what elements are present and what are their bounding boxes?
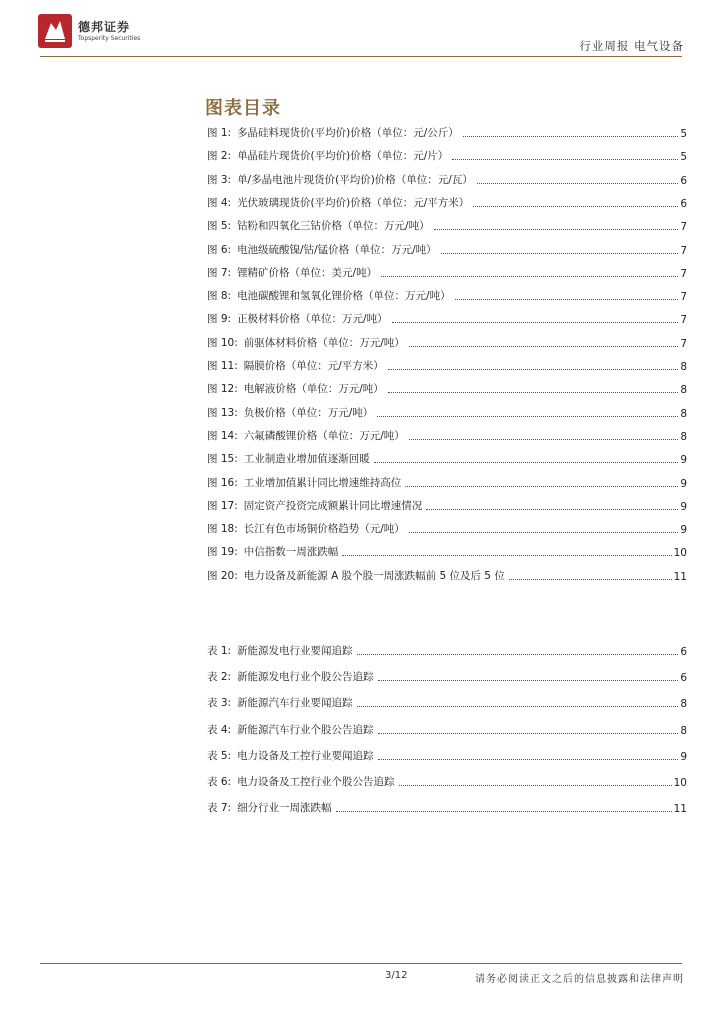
table-label: 表 1:	[207, 645, 232, 657]
figure-page-number: 8	[680, 384, 687, 397]
dot-leader	[374, 461, 679, 463]
dot-leader	[463, 135, 679, 137]
dot-leader	[473, 205, 678, 207]
figure-page-number: 7	[680, 267, 687, 280]
dot-leader	[381, 275, 678, 277]
dot-leader	[377, 415, 678, 417]
table-label: 表 6:	[207, 776, 232, 788]
report-type: 行业周报 电气设备	[579, 39, 684, 53]
figure-label: 图 5:	[207, 220, 232, 233]
table-page-number: 10	[673, 777, 687, 789]
table-title: 新能源发电行业个股公告追踪	[237, 671, 374, 684]
figure-page-number: 7	[680, 337, 687, 350]
figure-page-number: 9	[680, 454, 687, 467]
dot-leader	[434, 228, 679, 230]
table-page-number: 8	[680, 698, 687, 711]
table-entry[interactable]	[207, 747, 687, 763]
figure-page-number: 7	[680, 314, 687, 327]
figure-page-number: 9	[680, 500, 687, 513]
dot-leader	[378, 758, 679, 760]
figure-title: 固定资产投资完成额累计同比增速情况	[243, 499, 423, 512]
figure-entry[interactable]	[207, 334, 687, 350]
dot-leader	[441, 252, 679, 254]
brand-name-en: Topsperity Securities	[78, 35, 141, 42]
figure-page-number: 8	[680, 430, 687, 443]
figure-entry[interactable]	[207, 520, 687, 536]
figure-entry[interactable]	[207, 287, 687, 303]
figure-title: 长江有色市场铜价格趋势（元/吨）	[243, 523, 405, 536]
table-entry[interactable]	[207, 668, 687, 684]
table-entry[interactable]	[207, 642, 687, 658]
figure-title: 工业制造业增加值逐渐回暖	[243, 453, 370, 466]
figure-label: 图 8:	[207, 290, 232, 303]
figure-page-number: 11	[673, 570, 687, 583]
dot-leader	[342, 554, 671, 556]
figure-page-number: 8	[680, 407, 687, 420]
figure-label: 图 11:	[207, 360, 238, 372]
figure-entry[interactable]	[207, 543, 687, 559]
figure-entry[interactable]	[207, 241, 687, 257]
table-entry[interactable]	[207, 721, 687, 737]
figure-entry[interactable]	[207, 567, 687, 583]
table-entry[interactable]	[207, 694, 687, 710]
dot-leader	[477, 182, 678, 184]
page-number: 3/12	[385, 970, 408, 981]
page-header	[0, 0, 724, 60]
figure-label: 图 9:	[207, 313, 232, 326]
dot-leader	[336, 810, 672, 812]
figure-label: 图 3:	[207, 173, 232, 186]
table-label: 表 4:	[207, 723, 232, 736]
figure-entry[interactable]	[207, 497, 687, 513]
table-title: 细分行业一周涨跌幅	[237, 802, 332, 815]
dot-leader	[409, 531, 679, 533]
figure-page-number: 8	[680, 361, 687, 373]
dot-leader	[409, 345, 679, 347]
figure-title: 多晶硅料现货价(平均价)价格（单位：元/公斤）	[237, 127, 459, 139]
dot-leader	[509, 578, 672, 580]
figure-label: 图 10:	[207, 336, 238, 349]
figure-page-number: 7	[680, 244, 687, 257]
table-entry[interactable]	[207, 773, 687, 789]
dot-leader	[399, 784, 672, 786]
figure-page-number: 5	[680, 151, 687, 164]
dot-leader	[378, 732, 679, 734]
figure-label: 图 4:	[207, 196, 232, 209]
figure-title: 单晶硅片现货价(平均价)价格（单位：元/片）	[237, 150, 449, 163]
figure-page-number: 7	[680, 221, 687, 234]
figure-label: 图 19:	[207, 546, 238, 559]
figure-entry[interactable]	[207, 380, 687, 396]
footer-divider	[40, 963, 682, 964]
figure-entry[interactable]	[207, 171, 687, 187]
toc-title: 图表目录	[205, 98, 281, 119]
figure-entry[interactable]	[207, 264, 687, 280]
figure-label: 图 20:	[207, 569, 238, 582]
table-title: 新能源汽车行业要闻追踪	[237, 697, 353, 710]
figure-page-number: 9	[680, 477, 687, 490]
header-divider	[40, 56, 682, 57]
figure-title: 光伏玻璃现货价(平均价)价格（单位：元/平方米）	[237, 196, 470, 209]
figure-page-number: 9	[680, 524, 687, 537]
figure-entry[interactable]	[207, 404, 687, 420]
dot-leader	[392, 321, 679, 323]
figure-title: 电池级硫酸镍/钴/锰价格（单位：万元/吨）	[237, 243, 437, 256]
dot-leader	[452, 158, 678, 160]
table-label: 表 3:	[207, 697, 232, 710]
figure-label: 图 7:	[207, 266, 232, 279]
table-title: 新能源发电行业要闻追踪	[237, 645, 353, 657]
figure-title: 负极价格（单位：万元/吨）	[243, 406, 374, 419]
dot-leader	[405, 485, 678, 487]
figure-entry[interactable]	[207, 310, 687, 326]
table-page-number: 9	[680, 750, 687, 763]
figure-title: 电力设备及新能源 A 股个股一周涨跌幅前 5 位及后 5 位	[243, 569, 505, 582]
figure-title: 电池碳酸锂和氢氧化锂价格（单位：万元/吨）	[237, 290, 451, 303]
brand-logo	[38, 14, 158, 50]
figure-label: 图 18:	[207, 523, 238, 536]
figure-title: 六氟磷酸锂价格（单位：万元/吨）	[243, 429, 405, 442]
figure-title: 隔膜价格（单位：元/平方米）	[243, 360, 384, 372]
dot-leader	[388, 391, 679, 393]
figure-page-number: 10	[673, 547, 687, 560]
table-label: 表 7:	[207, 802, 232, 815]
figure-label: 图 12:	[207, 383, 238, 396]
figure-title: 工业增加值累计同比增速维持高位	[243, 476, 402, 489]
figure-label: 图 14:	[207, 429, 238, 442]
figure-entry[interactable]	[207, 217, 687, 233]
table-page-number: 6	[680, 672, 687, 685]
figure-entry[interactable]	[207, 450, 687, 466]
dot-leader	[357, 653, 679, 655]
figure-title: 中信指数一周涨跌幅	[243, 546, 339, 559]
dot-leader	[455, 298, 679, 300]
table-title: 电力设备及工控行业要闻追踪	[237, 749, 374, 762]
figure-label: 图 1:	[207, 127, 232, 139]
figure-entry[interactable]	[207, 474, 687, 490]
brand-name-cn: 德邦证券	[78, 20, 131, 34]
dot-leader	[388, 368, 679, 370]
table-page-number: 8	[680, 724, 687, 737]
figure-label: 图 15:	[207, 453, 238, 466]
figure-title: 前驱体材料价格（单位：万元/吨）	[243, 336, 405, 349]
dot-leader	[426, 508, 678, 510]
figure-label: 图 6:	[207, 243, 232, 256]
figure-entry[interactable]	[207, 427, 687, 443]
figure-page-number: 6	[680, 197, 687, 210]
figure-entry[interactable]	[207, 147, 687, 163]
dot-leader	[378, 679, 679, 681]
figure-title: 钴粉和四氧化三钴价格（单位：万元/吨）	[237, 220, 430, 233]
figure-entry[interactable]	[207, 357, 687, 373]
figure-page-number: 6	[680, 174, 687, 187]
legal-disclaimer: 请务必阅读正文之后的信息披露和法律声明	[475, 974, 684, 985]
figure-entry[interactable]	[207, 124, 687, 140]
figure-label: 图 2:	[207, 150, 232, 163]
table-page-number: 11	[673, 803, 687, 816]
table-label: 表 5:	[207, 749, 232, 762]
table-title: 新能源汽车行业个股公告追踪	[237, 723, 374, 736]
figure-page-number: 5	[680, 128, 687, 140]
dot-leader	[409, 438, 679, 440]
figure-title: 单/多晶电池片现货价(平均价)价格（单位：元/瓦）	[237, 173, 473, 186]
figure-label: 图 17:	[207, 499, 238, 512]
table-entry[interactable]	[207, 799, 687, 815]
figure-page-number: 7	[680, 291, 687, 304]
table-title: 电力设备及工控行业个股公告追踪	[237, 776, 395, 788]
table-page-number: 6	[680, 646, 687, 658]
figure-title: 电解液价格（单位：万元/吨）	[243, 383, 384, 396]
figure-entry[interactable]	[207, 194, 687, 210]
table-label: 表 2:	[207, 671, 232, 684]
figure-label: 图 13:	[207, 406, 238, 419]
brand-logo-icon	[38, 14, 72, 48]
figure-title: 锂精矿价格（单位：美元/吨）	[237, 266, 378, 279]
dot-leader	[357, 705, 679, 707]
figure-title: 正极材料价格（单位：万元/吨）	[237, 313, 388, 326]
figure-label: 图 16:	[207, 476, 238, 489]
